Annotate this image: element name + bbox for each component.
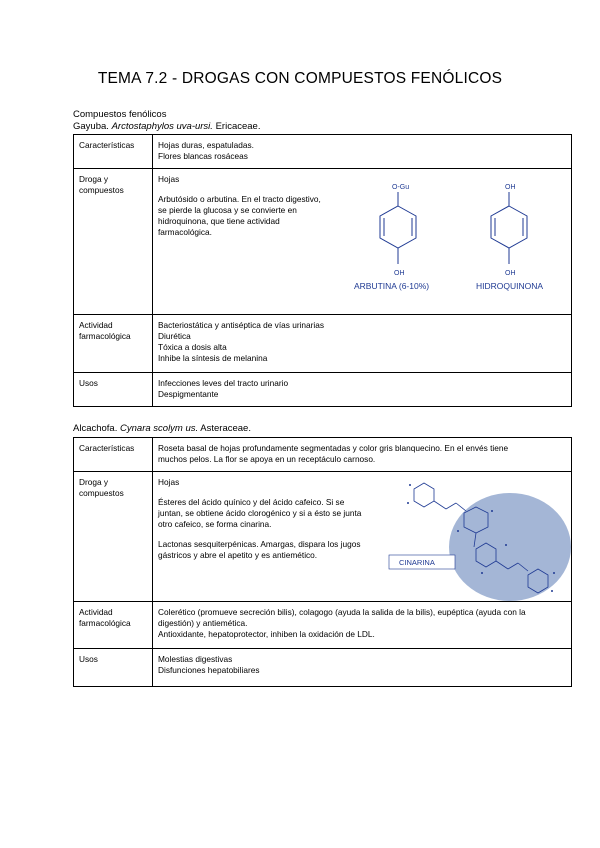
text-line: Diurética [158, 331, 191, 341]
text-line: muchos pelos. La flor se apoya en un receptáculo carnoso. [158, 454, 376, 464]
text-line: digestión) y antiemética. [158, 618, 248, 628]
row-content [153, 602, 572, 649]
text-line: Disfunciones hepatobiliares [158, 665, 260, 675]
alcachofa-table [73, 437, 572, 687]
cinarina-figure [386, 473, 572, 601]
arbutina-bottom-group: OH [394, 270, 405, 277]
plant-heading-alcachofa [73, 423, 251, 434]
row-actividad [74, 315, 572, 373]
row-caracteristicas [74, 438, 572, 472]
text-line: Infecciones leves del tracto urinario [158, 378, 289, 388]
label-line: compuestos [79, 488, 124, 498]
text-line: hidroquinona, que tiene actividad [158, 216, 280, 226]
text-line: Roseta basal de hojas profundamente segmentadas y color gris blanquecino. En el envés tiene [158, 443, 509, 453]
row-content [153, 438, 572, 472]
text-line: Tóxica a dosis alta [158, 342, 227, 352]
label-line: Actividad [79, 607, 113, 617]
plant-family: Asteraceae. [200, 423, 251, 434]
row-usos [74, 649, 572, 687]
row-label [74, 602, 153, 649]
cinarina-label: CINARINA [399, 558, 435, 567]
row-label [74, 315, 153, 373]
label-line: farmacológica [79, 618, 131, 628]
label-line: Droga y [79, 174, 109, 184]
row-content [153, 649, 572, 687]
arbutina-label: ARBUTINA (6-10%) [354, 281, 430, 291]
hidroquinona-label: HIDROQUINONA [476, 281, 544, 291]
plant-heading-gayuba [73, 121, 260, 132]
row-content [153, 315, 572, 373]
text-line: Hojas duras, espatuladas. [158, 140, 254, 150]
text-line: gástricos y abre el apetito y es antiemético. [158, 550, 318, 560]
label-line: farmacológica [79, 331, 131, 341]
hidroquinona-structure [491, 192, 527, 264]
plant-family: Ericaceae. [215, 121, 261, 132]
text-line: Molestias digestivas [158, 654, 233, 664]
plant-common-name: Alcachofa. [73, 423, 118, 434]
highlight-ellipse [449, 493, 571, 601]
text-line: Flores blancas rosáceas [158, 151, 248, 161]
text-line: Bacteriostática y antiséptica de vías urinarias [158, 320, 325, 330]
text-line: Hojas [158, 174, 180, 184]
row-content [153, 169, 572, 315]
text-line: Inhibe la síntesis de melanina [158, 353, 268, 363]
section-heading: Compuestos fenólicos [73, 109, 167, 120]
plant-common-name: Gayuba. [73, 121, 109, 132]
arbutina-top-group: O-Gu [392, 184, 410, 191]
text-line: se pierde la glucosa y se convierte en [158, 205, 297, 215]
text-line: juntan, se obtiene ácido clorogénico y si a ésto se junta [158, 508, 362, 518]
row-content [153, 373, 572, 407]
text-paragraph [158, 497, 388, 530]
row-content [153, 472, 572, 602]
arbutina-hidroquinona-figure [354, 180, 574, 308]
row-label [74, 472, 153, 602]
row-label: Características [74, 438, 153, 472]
page-title: TEMA 7.2 - DROGAS CON COMPUESTOS FENÓLICOS [97, 70, 503, 87]
row-droga [74, 472, 572, 602]
plant-latin-name: Arctostaphylos uva-ursi. [111, 121, 213, 132]
row-actividad [74, 602, 572, 649]
row-label: Usos [74, 373, 153, 407]
text-line: Lactonas sesquiterpénicas. Amargas, dispara los jugos [158, 539, 361, 549]
label-line: Actividad [79, 320, 113, 330]
row-droga [74, 169, 572, 315]
hidroquinona-top-group: OH [505, 184, 516, 191]
text-line: Ésteres del ácido quínico y del ácido cafeico. Si se [158, 497, 345, 507]
gayuba-table [73, 134, 572, 407]
plant-latin-name: Cynara scolym us. [120, 423, 199, 434]
hidroquinona-bottom-group: OH [505, 270, 516, 277]
row-caracteristicas [74, 135, 572, 169]
arbutina-structure [380, 192, 416, 264]
text-line: Despigmentante [158, 389, 219, 399]
text-line: Hojas [158, 477, 180, 487]
row-usos [74, 373, 572, 407]
label-line: compuestos [79, 185, 124, 195]
row-label: Características [74, 135, 153, 169]
text-paragraph [158, 539, 388, 561]
text-line: Colerético (promueve secreción bilis), colagogo (ayuda la salida de la bilis), eupéptica (ayuda con la [158, 607, 526, 617]
row-label [74, 169, 153, 315]
text-line: otro cafeico, se forma cinarina. [158, 519, 272, 529]
row-label: Usos [74, 649, 153, 687]
row-content [153, 135, 572, 169]
text-line: Arbutósido o arbutina. En el tracto digestivo, [158, 194, 321, 204]
label-line: Droga y [79, 477, 109, 487]
text-line: Antioxidante, hepatoprotector, inhiben la oxidación de LDL. [158, 629, 375, 639]
text-line: farmacológica. [158, 227, 212, 237]
